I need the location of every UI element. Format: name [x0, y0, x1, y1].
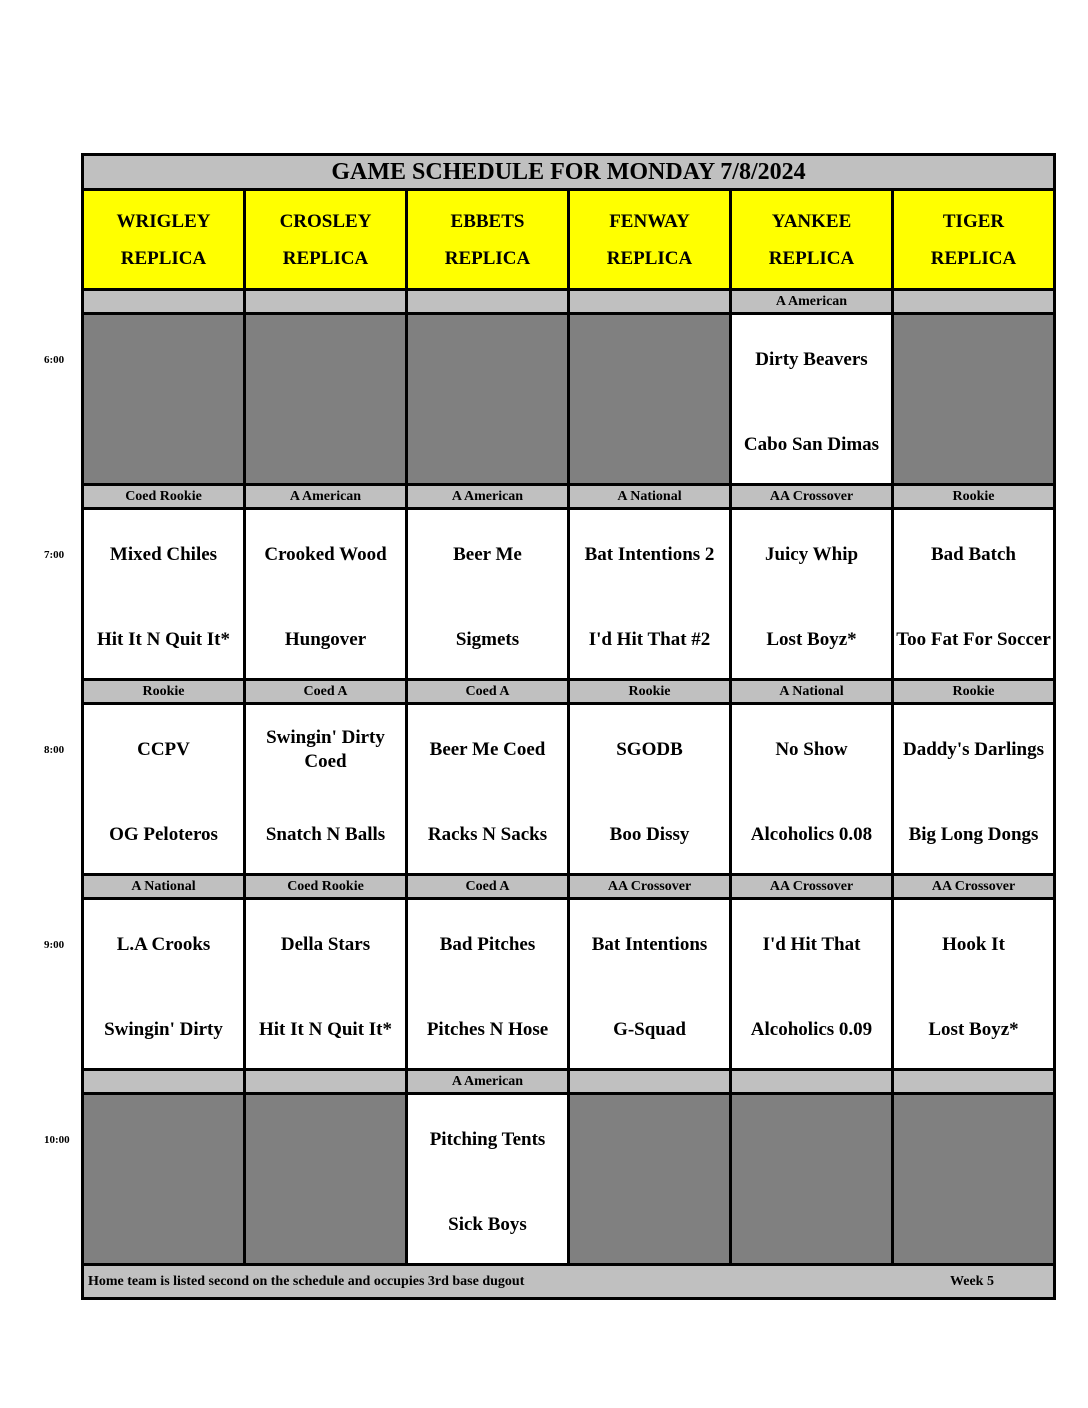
- game-cell: [246, 510, 405, 678]
- away-team: Bad Pitches: [439, 934, 536, 955]
- time-label: 10:00: [44, 1134, 70, 1146]
- division-text: AA Crossover: [769, 878, 854, 894]
- stadium-header: [84, 191, 243, 288]
- home-team: I'd Hit That #2: [588, 629, 711, 650]
- division-label: [732, 291, 891, 312]
- home-team: Hit It N Quit It*: [97, 629, 230, 650]
- empty-slot: [84, 315, 243, 483]
- time-label: 9:00: [44, 939, 65, 951]
- away-team: Dirty Beavers: [755, 349, 868, 370]
- away-team: Juicy Whip: [764, 544, 859, 565]
- away-team: Hook It: [942, 934, 1005, 955]
- game-cell: [84, 900, 243, 1068]
- game-cell: [570, 510, 729, 678]
- division-text: Rookie: [142, 683, 185, 699]
- game-cell: [570, 705, 729, 873]
- home-team: Sick Boys: [448, 1214, 527, 1235]
- empty-slot: [246, 1095, 405, 1263]
- division-text: AA Crossover: [607, 878, 692, 894]
- division-text: Rookie: [952, 488, 995, 504]
- empty-slot: [894, 1095, 1053, 1263]
- game-cell: [894, 705, 1053, 873]
- away-team: Crooked Wood: [264, 544, 387, 565]
- game-cell: [408, 1095, 567, 1263]
- stadium-subtitle: REPLICA: [930, 247, 1017, 269]
- away-team: Beer Me: [453, 544, 522, 565]
- away-team: Della Stars: [280, 934, 371, 955]
- home-team: Hit It N Quit It*: [259, 1019, 392, 1040]
- empty-slot: [408, 315, 567, 483]
- division-label: [246, 876, 405, 897]
- stadium-name: WRIGLEY: [116, 210, 211, 232]
- division-text: Coed A: [465, 683, 510, 699]
- division-label: [894, 486, 1053, 507]
- division-text: Coed Rookie: [125, 488, 202, 504]
- away-team: CCPV: [137, 739, 190, 760]
- division-label: [570, 291, 729, 312]
- away-team: Bat Intentions 2: [584, 544, 715, 565]
- game-cell: [732, 900, 891, 1068]
- stadium-header: [408, 191, 567, 288]
- game-cell: [246, 705, 405, 873]
- game-cell: [732, 315, 891, 483]
- empty-slot: [732, 1095, 891, 1263]
- division-label: [570, 1071, 729, 1092]
- stadium-header: [570, 191, 729, 288]
- division-text: A American: [451, 1073, 524, 1089]
- division-label: [570, 486, 729, 507]
- division-text: Rookie: [952, 683, 995, 699]
- home-team: OG Peloteros: [109, 824, 218, 845]
- away-team: Bat Intentions: [591, 934, 708, 955]
- away-team: Beer Me Coed: [429, 739, 546, 760]
- home-team: Hungover: [284, 629, 367, 650]
- schedule-grid: [81, 153, 1056, 1300]
- home-team: Too Fat For Soccer: [896, 629, 1051, 650]
- division-label: [732, 876, 891, 897]
- division-text: A American: [289, 488, 362, 504]
- game-cell: [894, 900, 1053, 1068]
- division-label: [84, 681, 243, 702]
- home-team: Lost Boyz*: [766, 629, 857, 650]
- stadium-name: CROSLEY: [279, 210, 372, 232]
- stadium-header: [246, 191, 405, 288]
- stadium-subtitle: REPLICA: [120, 247, 207, 269]
- division-text: Rookie: [628, 683, 671, 699]
- away-team: Bad Batch: [931, 544, 1016, 565]
- game-cell: [408, 510, 567, 678]
- stadium-subtitle: REPLICA: [768, 247, 855, 269]
- division-label: [84, 1071, 243, 1092]
- empty-slot: [894, 315, 1053, 483]
- division-text: A National: [131, 878, 196, 894]
- away-team: No Show: [775, 739, 848, 760]
- division-text: Coed A: [303, 683, 348, 699]
- game-cell: [408, 900, 567, 1068]
- game-cell: [732, 705, 891, 873]
- stadium-subtitle: REPLICA: [606, 247, 693, 269]
- division-text: A National: [617, 488, 682, 504]
- stadium-subtitle: REPLICA: [282, 247, 369, 269]
- home-team: Boo Dissy: [609, 824, 690, 845]
- division-text: AA Crossover: [769, 488, 854, 504]
- footer-note: Home team is listed second on the schedule and occupies 3rd base dugout: [88, 1273, 525, 1289]
- home-team: Lost Boyz*: [928, 1019, 1019, 1040]
- division-label: [408, 681, 567, 702]
- division-label: [408, 291, 567, 312]
- game-cell: [408, 705, 567, 873]
- division-text: A National: [779, 683, 844, 699]
- game-cell: [246, 900, 405, 1068]
- away-team: Pitching Tents: [429, 1129, 546, 1150]
- game-cell: [894, 510, 1053, 678]
- away-team: Daddy's Darlings: [903, 739, 1044, 760]
- empty-slot: [570, 315, 729, 483]
- division-label: [894, 1071, 1053, 1092]
- division-label: [246, 486, 405, 507]
- division-label: [84, 876, 243, 897]
- home-team: Sigmets: [455, 629, 520, 650]
- stadium-name: YANKEE: [771, 210, 852, 232]
- division-label: [894, 291, 1053, 312]
- division-label: [408, 876, 567, 897]
- division-label: [84, 291, 243, 312]
- stadium-name: EBBETS: [450, 210, 525, 232]
- stadium-name: FENWAY: [609, 210, 690, 232]
- home-team: G-Squad: [613, 1019, 686, 1040]
- division-label: [732, 486, 891, 507]
- game-cell: [84, 510, 243, 678]
- division-label: [246, 1071, 405, 1092]
- time-label: 6:00: [44, 354, 65, 366]
- division-text: A American: [451, 488, 524, 504]
- footer: [84, 1266, 1053, 1297]
- time-label: 8:00: [44, 744, 65, 756]
- game-cell: [732, 510, 891, 678]
- time-label: 7:00: [44, 549, 65, 561]
- division-text: Coed A: [465, 878, 510, 894]
- home-team: Swingin' Dirty: [104, 1019, 223, 1040]
- empty-slot: [570, 1095, 729, 1263]
- division-label: [246, 291, 405, 312]
- division-label: [732, 681, 891, 702]
- home-team: Snatch N Balls: [265, 824, 386, 845]
- page-title-text: GAME SCHEDULE FOR MONDAY 7/8/2024: [331, 158, 806, 185]
- stadium-subtitle: REPLICA: [444, 247, 531, 269]
- page-title: [84, 156, 1053, 188]
- division-label: [84, 486, 243, 507]
- stadium-header: [732, 191, 891, 288]
- division-text: A American: [775, 293, 848, 309]
- home-team: Alcoholics 0.08: [750, 824, 873, 845]
- division-label: [408, 1071, 567, 1092]
- stadium-name: TIGER: [942, 210, 1005, 232]
- home-team: Alcoholics 0.09: [750, 1019, 873, 1040]
- home-team: Cabo San Dimas: [743, 434, 880, 455]
- away-team: Swingin' Dirty Coed: [266, 727, 385, 772]
- division-label: [570, 681, 729, 702]
- game-cell: [84, 705, 243, 873]
- away-team: SGODB: [616, 739, 683, 760]
- away-team: I'd Hit That: [762, 934, 861, 955]
- division-text: Coed Rookie: [287, 878, 364, 894]
- division-label: [894, 876, 1053, 897]
- stadium-header: [894, 191, 1053, 288]
- week-label: Week 5: [950, 1273, 994, 1289]
- away-team: Mixed Chiles: [109, 544, 218, 565]
- empty-slot: [84, 1095, 243, 1263]
- game-cell: [570, 900, 729, 1068]
- division-label: [408, 486, 567, 507]
- home-team: Pitches N Hose: [426, 1019, 549, 1040]
- home-team: Big Long Dongs: [908, 824, 1039, 845]
- division-label: [570, 876, 729, 897]
- division-label: [246, 681, 405, 702]
- away-team: L.A Crooks: [116, 934, 211, 955]
- division-text: AA Crossover: [931, 878, 1016, 894]
- home-team: Racks N Sacks: [427, 824, 548, 845]
- empty-slot: [246, 315, 405, 483]
- division-label: [894, 681, 1053, 702]
- division-label: [732, 1071, 891, 1092]
